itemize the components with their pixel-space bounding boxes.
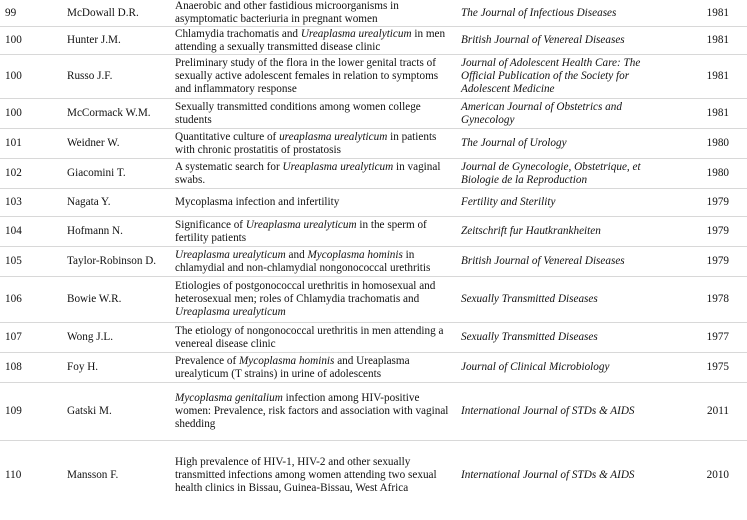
table-row [0, 99, 747, 129]
year-cell: 1981 [706, 107, 729, 119]
journal-cell: Fertility and Sterility [461, 196, 556, 208]
year-cell: 1981 [706, 70, 729, 82]
article-title-cell [175, 0, 461, 27]
year-cell: 1979 [706, 255, 729, 267]
title-italic-segment: Ureaplasma urealyticum [175, 248, 286, 261]
title-segment: and Ureaplasma urealyticum (T strains) in urine of adolescents [175, 354, 410, 380]
title-segment: in patients with chronic prostatitis of prostatosis [175, 130, 437, 156]
year-cell: 1981 [706, 6, 729, 19]
journal-cell: Sexually Transmitted Diseases [461, 293, 598, 305]
journal-cell: American Journal of Obstetrics and Gynecology [461, 100, 622, 126]
title-segment: Preliminary study of the flora in the lower genital tracts of sexually active adolescent females in relation to symptoms and inflammatory response [175, 57, 439, 95]
journal-cell: British Journal of Venereal Diseases [461, 34, 625, 46]
title-segment: in vaginal swabs. [175, 160, 441, 186]
year-cell: 1979 [706, 196, 729, 208]
title-segment: and [285, 248, 308, 261]
row-number: 102 [5, 167, 22, 179]
title-segment: The etiology of nongonococcal urethritis in men attending a venereal disease clinic [175, 324, 444, 350]
row-number: 105 [5, 255, 22, 267]
article-title-cell [175, 217, 461, 247]
author-cell: McDowall D.R. [67, 6, 139, 19]
row-number: 109 [5, 405, 22, 417]
author-cell: Bowie W.R. [67, 293, 122, 305]
author-cell: Foy H. [67, 361, 99, 373]
author-cell: Wong J.L. [67, 331, 114, 343]
row-number: 103 [5, 196, 22, 208]
row-number: 100 [5, 70, 22, 82]
title-segment: Etiologies of postgonococcal urethritis in homosexual and heterosexual men; roles of Chlamydia trachomatis and [175, 280, 436, 305]
row-number: 106 [5, 293, 22, 305]
table-row [0, 323, 747, 353]
title-italic-segment: Ureaplasma urealyticum [245, 218, 357, 231]
table-row [0, 247, 747, 277]
row-number: 107 [5, 331, 22, 343]
title-italic-segment: ureaplasma urealyticum [279, 130, 388, 143]
table-row [0, 159, 747, 189]
article-title-cell [175, 159, 461, 189]
journal-cell: British Journal of Venereal Diseases [461, 255, 625, 267]
title-italic-segment: Ureaplasma urealyticum [282, 160, 394, 173]
table-row [0, 0, 747, 27]
title-segment: Mycoplasma infection and infertility [175, 196, 340, 208]
row-number: 108 [5, 361, 22, 373]
row-number: 101 [5, 137, 22, 149]
author-cell: Giacomini T. [67, 167, 126, 179]
table-row [0, 277, 747, 323]
journal-cell: Sexually Transmitted Diseases [461, 331, 598, 343]
article-title-cell [175, 27, 461, 55]
title-segment: A systematic search for [175, 160, 283, 173]
journal-cell: Zeitschrift fur Hautkrankheiten [461, 225, 601, 237]
article-title-cell [175, 441, 461, 511]
author-cell: Mansson F. [67, 469, 119, 482]
title-segment: in men attending a sexually transmitted disease clinic [175, 27, 446, 53]
table-row [0, 55, 747, 99]
title-segment: in chlamydial and non-chlamydial nongonococcal urethritis [175, 248, 431, 274]
author-cell: Nagata Y. [67, 196, 111, 208]
title-italic-segment: Mycoplasma hominis [307, 248, 403, 261]
author-cell: Hofmann N. [67, 225, 123, 237]
title-segment: Anaerobic and other fastidious microorganisms in asymptomatic bacteriuria in pregnant women [175, 0, 399, 25]
author-cell: Taylor-Robinson D. [67, 255, 157, 267]
year-cell: 1980 [706, 137, 729, 149]
article-title-cell [175, 323, 461, 353]
title-segment: Prevalence of [175, 354, 239, 367]
table-row [0, 441, 747, 511]
article-title-cell [175, 277, 461, 323]
title-segment: in the sperm of fertility patients [175, 218, 427, 244]
journal-cell: Journal of Adolescent Health Care: The Official Publication of the Society for Adolescent Medicine [461, 57, 641, 95]
row-number: 100 [5, 34, 22, 46]
title-segment: Quantitative culture of [175, 130, 280, 143]
table-row [0, 189, 747, 217]
title-segment: High prevalence of HIV-1, HIV-2 and other sexually transmitted infections among women attending two sexual health clinics in Bissau, Guinea-Bissau, West Africa [175, 456, 437, 495]
journal-cell: The Journal of Infectious Diseases [461, 6, 617, 19]
journal-cell: Journal of Clinical Microbiology [461, 361, 610, 373]
year-cell: 1975 [706, 361, 729, 373]
table-row [0, 217, 747, 247]
year-cell: 1980 [706, 167, 729, 179]
row-number: 110 [5, 469, 22, 482]
title-segment: Sexually transmitted conditions among women college students [175, 100, 421, 126]
journal-cell: International Journal of STDs & AIDS [461, 469, 635, 482]
title-segment: infection among HIV-positive women: Prevalence, risk factors and association with vaginal shedding [175, 392, 449, 430]
title-italic-segment: Ureaplasma urealyticum [175, 306, 286, 318]
year-cell: 2011 [707, 405, 729, 417]
journal-cell: Journal de Gynecologie, Obstetrique, et Biologie de la Reproduction [461, 160, 641, 186]
title-italic-segment: Ureaplasma urealyticum [300, 27, 412, 40]
article-title-cell [175, 189, 461, 217]
article-title-cell [175, 55, 461, 99]
author-cell: Hunter J.M. [67, 34, 121, 46]
author-cell: Weidner W. [67, 137, 120, 149]
title-italic-segment: Mycoplasma genitalium [175, 392, 283, 404]
author-cell: McCormack W.M. [67, 107, 151, 119]
year-cell: 1977 [706, 331, 729, 343]
article-title-cell [175, 383, 461, 441]
title-italic-segment: Mycoplasma hominis [238, 354, 335, 367]
journal-cell: The Journal of Urology [461, 137, 567, 149]
title-segment: Chlamydia trachomatis and [175, 27, 301, 40]
author-cell: Gatski M. [67, 405, 112, 417]
table-row [0, 353, 747, 383]
article-title-cell [175, 99, 461, 129]
row-number: 100 [5, 107, 22, 119]
journal-cell: International Journal of STDs & AIDS [461, 405, 635, 417]
article-title-cell [175, 353, 461, 383]
table-row [0, 27, 747, 55]
title-segment: Significance of [175, 218, 246, 231]
author-cell: Russo J.F. [67, 70, 113, 82]
article-title-cell [175, 247, 461, 277]
row-number: 104 [5, 225, 22, 237]
row-number: 99 [5, 6, 17, 19]
year-cell: 1979 [706, 225, 729, 237]
year-cell: 2010 [706, 469, 729, 482]
year-cell: 1978 [706, 293, 729, 305]
table-row [0, 129, 747, 159]
year-cell: 1981 [706, 34, 729, 46]
article-title-cell [175, 129, 461, 159]
table-row [0, 383, 747, 441]
